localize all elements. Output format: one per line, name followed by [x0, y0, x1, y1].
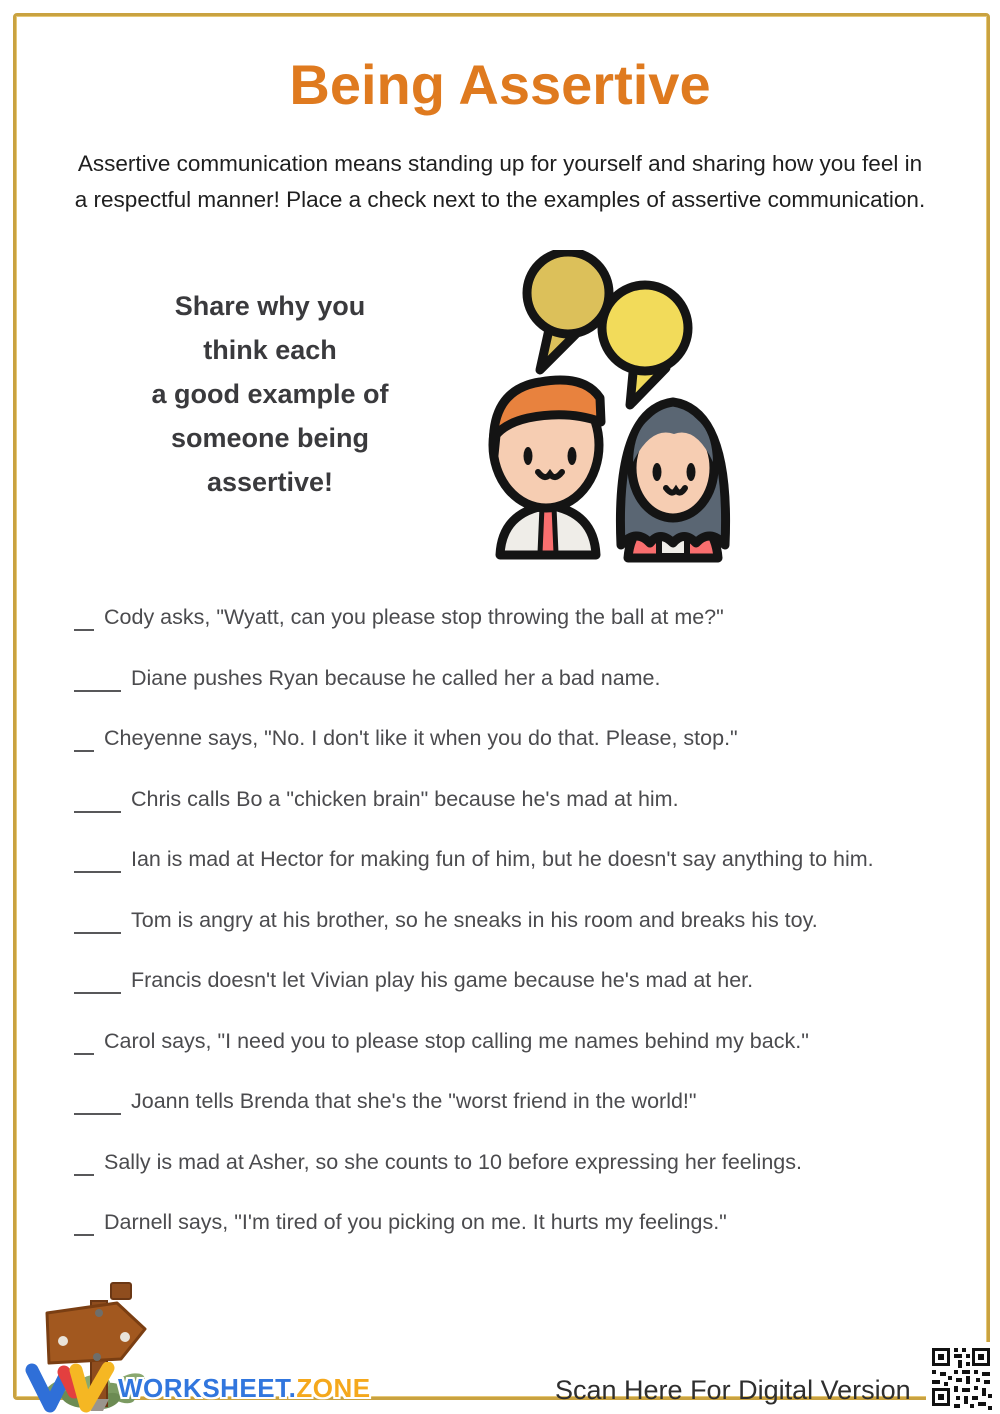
statements-list	[74, 594, 942, 1260]
statement-row	[74, 1078, 942, 1119]
statement-blank[interactable]	[74, 1085, 121, 1115]
statement-row	[74, 655, 942, 696]
kids-conversation-icon	[488, 250, 798, 565]
statement-blank[interactable]	[74, 904, 121, 934]
logo-text-worksheet: WORKSHEET	[118, 1372, 289, 1403]
logo-text-zone: ZONE	[296, 1372, 371, 1403]
statement-blank[interactable]	[74, 601, 94, 631]
speech-bubble-right-icon	[602, 285, 688, 405]
statement-row	[74, 1139, 942, 1180]
prompt-line-3: a good example of	[151, 379, 389, 409]
qr-code	[926, 1342, 996, 1412]
statement-text: Joann tells Brenda that she's the "worst friend in the world!"	[131, 1089, 697, 1113]
w-logomark-icon	[24, 1362, 116, 1414]
prompt-line-4: someone being	[170, 423, 370, 453]
statement-blank[interactable]	[74, 964, 121, 994]
intro-line-2: a respectful manner! Place a check next to the examples of assertive communication.	[74, 187, 926, 212]
statement-blank[interactable]	[74, 1206, 94, 1236]
girl-icon	[620, 402, 725, 558]
statement-row	[74, 1018, 942, 1059]
statement-text: Darnell says, "I'm tired of you picking on me. It hurts my feelings."	[104, 1210, 727, 1234]
statement-blank[interactable]	[74, 722, 94, 752]
statement-text: Ian is mad at Hector for making fun of him, but he doesn't say anything to him.	[131, 847, 874, 871]
statement-blank[interactable]	[74, 1146, 94, 1176]
worksheetzone-logo	[24, 1362, 371, 1414]
statement-row	[74, 1199, 942, 1240]
statement-text: Tom is angry at his brother, so he sneaks in his room and breaks his toy.	[131, 907, 818, 932]
statement-blank[interactable]	[74, 843, 121, 873]
prompt-line-5: assertive!	[206, 467, 334, 497]
statement-text: Francis doesn't let Vivian play his game because he's mad at her.	[131, 968, 754, 992]
statement-row	[74, 594, 942, 635]
statement-row	[74, 715, 942, 756]
statement-row	[74, 836, 942, 877]
statement-row	[74, 957, 942, 998]
intro-text	[50, 146, 950, 218]
statement-text: Cody asks, "Wyatt, can you please stop throwing the ball at me?"	[104, 605, 724, 629]
scan-instruction: Scan Here For Digital Version	[555, 1375, 911, 1405]
speech-bubble-left-icon	[527, 252, 609, 370]
logo-text	[118, 1373, 371, 1404]
prompt-line-1: Share why you	[174, 291, 366, 321]
statement-text: Carol says, "I need you to please stop calling me names behind my back."	[104, 1028, 809, 1053]
statement-text: Chris calls Bo a "chicken brain" because he's mad at him.	[131, 786, 679, 811]
statement-blank[interactable]	[74, 1025, 94, 1055]
boy-icon	[493, 380, 601, 555]
prompt-line-2: think each	[203, 335, 337, 365]
prompt-text	[65, 284, 475, 504]
statement-text: Diane pushes Ryan because he called her a bad name.	[131, 665, 661, 690]
statement-text: Sally is mad at Asher, so she counts to 10 before expressing her feelings.	[104, 1149, 802, 1174]
logo-text-dot: .	[288, 1372, 297, 1403]
statement-blank[interactable]	[74, 662, 121, 692]
statement-text: Cheyenne says, "No. I don't like it when you do that. Please, stop."	[104, 726, 738, 750]
statement-row	[74, 776, 942, 817]
statement-row	[74, 897, 942, 938]
intro-line-1: Assertive communication means standing up for yourself and sharing how you feel in	[77, 151, 923, 176]
page-title: Being Assertive	[289, 53, 711, 116]
statement-blank[interactable]	[74, 783, 121, 813]
